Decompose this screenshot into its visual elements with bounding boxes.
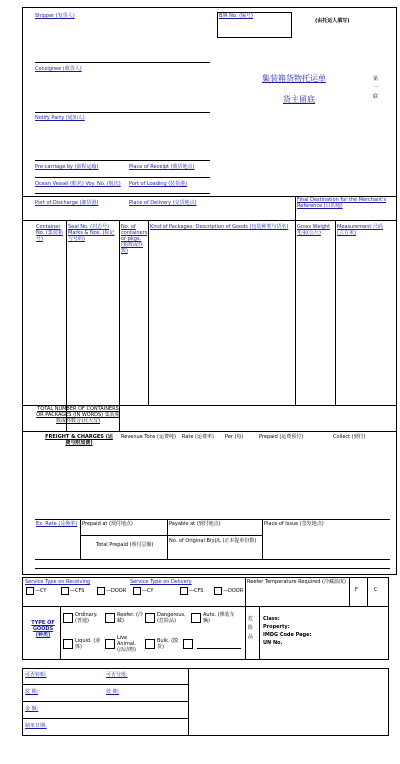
reefer-f-divider — [349, 577, 350, 606]
containers-count-header: No. of containers or pkgs. (箱数或件数) — [121, 224, 148, 254]
receiving-door-label: —DOOR — [106, 588, 127, 594]
receiving-cfs-label: —CFS — [70, 588, 85, 594]
receiving-cfs-checkbox[interactable] — [61, 587, 69, 595]
dangerous-vertical-label: 危险品 — [248, 616, 254, 640]
per-label: Per (每) — [225, 434, 244, 440]
payment-bottom-line — [35, 559, 390, 560]
receiving-cy-label: —CY — [35, 588, 47, 594]
partial-shipment-label: 可否分批: — [106, 672, 128, 678]
bottom-line-2 — [22, 701, 188, 702]
pre-carriage-label: Pre-carriage by (前程运输) — [35, 164, 99, 170]
port-of-discharge-label: Port of Discharge (卸货港) — [35, 200, 99, 206]
payment-divider-2 — [167, 519, 168, 559]
delivery-cfs-checkbox[interactable] — [180, 587, 188, 595]
notify-party-label: Notify Party (通知人) — [35, 115, 85, 121]
transship-label: 可否转船: — [25, 672, 47, 678]
consignee-label: Consignee (收货人) — [35, 66, 82, 72]
col-divider-3 — [148, 220, 149, 405]
final-dest-divider — [295, 196, 296, 220]
auto-checkbox[interactable] — [191, 613, 201, 623]
place-of-receipt-label: Place of Receipt (收货地点) — [129, 164, 195, 170]
goods-divider — [60, 606, 61, 660]
reefer-temp-label: Reefer Temperature Required (冷藏温度) — [247, 579, 346, 585]
fahrenheit-label: F — [355, 587, 358, 593]
service-receiving-label: Service Type on Receiving — [25, 579, 91, 585]
class-label: Class: — [263, 616, 280, 622]
prepaid-at-label: Prepaid at (预付地点) — [82, 521, 133, 527]
total-prepaid-label: Total Prepaid (预付总额) — [96, 542, 154, 548]
reefer-checkbox[interactable] — [105, 613, 115, 623]
place-of-issue-label: Place of Issue (签发地点) — [264, 521, 324, 527]
prepaid-label: Prepaid (运费预付) — [259, 434, 304, 440]
gross-weight-header: Gross Weight 毛重(公斤) — [297, 224, 331, 236]
shipper-underline — [35, 62, 210, 63]
form-subtitle: 货主留底 — [283, 95, 315, 104]
final-destination-label: Final Destination for the Merchant's Reference (目的地) — [297, 197, 387, 209]
form-frame — [22, 7, 397, 575]
reefer-c-divider — [367, 577, 368, 606]
service-delivery-label: Service Type on Delivery — [130, 579, 192, 585]
bottom-frame — [22, 668, 389, 736]
total-bottom-line — [22, 431, 397, 432]
bulk-label: Bulk. (散货) — [157, 638, 179, 650]
live-animal-label: Live Animal. (活动物) — [117, 635, 136, 653]
delivery-cfs-label: —CFS — [189, 588, 204, 594]
original-bl-label: No. of Original B(s)/L (正本提单份数) — [169, 538, 257, 544]
delivery-cy-label: —CY — [142, 588, 154, 594]
place-of-delivery-label: Place of Delivery (交货地点) — [129, 200, 197, 206]
receiving-cy-checkbox[interactable] — [26, 587, 34, 595]
auto-label: Auto. (裸装车辆) — [203, 612, 235, 624]
property-label: Property: — [263, 624, 290, 630]
bl-number-label: B/R No. (编号) — [219, 13, 253, 19]
measurement-header: Measurement 尺码(立方米) — [337, 224, 383, 236]
notify-underline — [35, 160, 210, 161]
liquid-label: Liquid. (液体) — [75, 638, 101, 650]
col-divider-2 — [119, 220, 120, 431]
revenue-tons-label: Revenue Tons (运费吨) — [121, 434, 176, 440]
bottom-divider — [188, 668, 189, 736]
shipper-label: Shipper (发货人) — [35, 13, 75, 19]
delivery-cy-checkbox[interactable] — [133, 587, 141, 595]
valid-date-label: 效 期: — [106, 689, 120, 695]
live-animal-checkbox[interactable] — [105, 639, 115, 649]
reefer-divider — [245, 577, 246, 606]
ordinary-checkbox[interactable] — [63, 613, 73, 623]
consignee-underline — [35, 112, 210, 113]
imdg-label: IMDG Code Page: — [263, 632, 312, 638]
collect-label: Collect (到付) — [333, 434, 366, 440]
port-of-loading-label: Port of Loading (装货港) — [129, 181, 188, 187]
liquid-checkbox[interactable] — [63, 639, 73, 649]
shipment-date-label: 装 期: — [25, 689, 39, 695]
filled-by-shipper-note: (由托运人填写) — [315, 18, 350, 24]
container-no-header: Container No. (集装箱号) — [36, 224, 63, 242]
dangerous-checkbox[interactable] — [145, 613, 155, 623]
payment-last-line — [35, 568, 390, 569]
payment-top-line — [35, 519, 390, 520]
columns-top-line — [22, 220, 397, 221]
freight-charges-label: FREIGHT & CHARGES (运费与附加费) — [45, 434, 113, 446]
bottom-line-1 — [22, 684, 188, 685]
un-no-label: UN No. — [263, 640, 283, 646]
col-divider-4 — [295, 220, 296, 405]
dangerous-label: Dangerous. (危险品) — [157, 612, 186, 624]
reefer-label: Reefer. (冷藏) — [117, 612, 143, 624]
delivery-door-checkbox[interactable] — [214, 587, 222, 595]
service-mid-line — [22, 606, 389, 607]
receiving-door-checkbox[interactable] — [97, 587, 105, 595]
bottom-line-3 — [22, 718, 188, 719]
total-packages-label: TOTAL NUMBER OF CONTAINERS OR PACKAGES (IN WORDS) 集装箱数或件数合计(大写) — [36, 406, 120, 424]
ordinary-label: Ordinary. (普通) — [75, 612, 98, 624]
amount-label: 金 额: — [25, 706, 39, 712]
payment-divider-3 — [262, 519, 263, 559]
col-divider-5 — [335, 220, 336, 405]
rate-label: Rate (运费率) — [182, 434, 214, 440]
transport-line-2 — [35, 193, 210, 194]
col-divider-1 — [66, 220, 67, 431]
form-title: 集装箱货物托运单 — [262, 74, 326, 83]
dangerous-divider-left — [245, 606, 246, 660]
ex-rate-label: Ex. Rate (兑换率) — [36, 521, 78, 527]
issue-date-label: 制单日期: — [25, 723, 47, 729]
other-goods-line — [197, 648, 241, 649]
bulk-checkbox[interactable] — [145, 639, 155, 649]
transport-line-1 — [35, 177, 210, 178]
celsius-label: C — [374, 587, 378, 593]
copy-number: 第一联 — [373, 76, 379, 100]
payment-mid-line — [80, 535, 262, 536]
delivery-door-label: —DOOR — [223, 588, 244, 594]
ocean-vessel-label: Ocean Vessel (船名) Voy. No. (航次) — [35, 181, 121, 187]
kind-of-packages-header: Kind of Packages; Description of Goods (包装种类与货名) — [150, 224, 289, 230]
dangerous-divider-right — [259, 606, 260, 660]
seal-marks-header: Seal No. (封志号) Marks & Nos. (标记与号码) — [68, 224, 115, 242]
type-of-goods-label: TYPE OF GOODS (种类) — [31, 620, 55, 638]
payable-at-label: Payable at (到付地点) — [169, 521, 221, 527]
payment-divider-1 — [80, 519, 81, 559]
other-checkbox[interactable] — [183, 639, 193, 649]
